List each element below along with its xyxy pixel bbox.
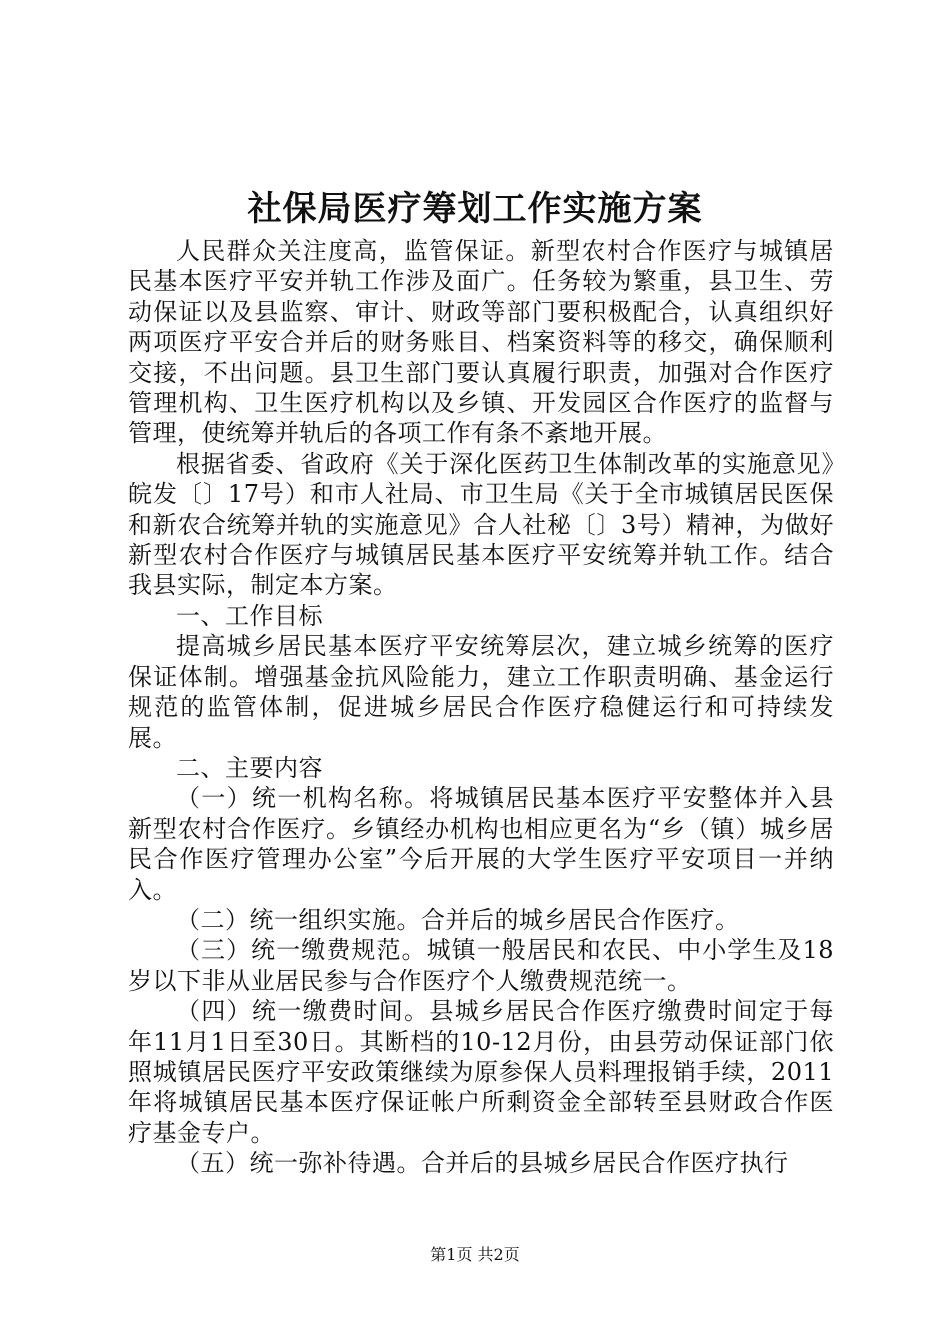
paragraph: 人民群众关注度高，监管保证。新型农村合作医疗与城镇居民基本医疗平安并轨工作涉及面广。任务较为繁重，县卫生、劳动保证以及县监察、审计、财政等部门要积极配合，认真组织好两项医疗平安合并后的财务账目、档案资料等的移交，确保顺利交接，不出问题。县卫生部门要认真履行职责，加强对合作医疗管理机构、卫生医疗机构以及乡镇、开发园区合作医疗的监督与管理，使统筹并轨后的各项工作有条不紊地开展。 <box>128 237 834 448</box>
paragraph: （五）统一弥补待遇。合并后的县城乡居民合作医疗执行 <box>176 1149 789 1178</box>
section-heading: 二、主要内容 <box>176 753 323 782</box>
paragraph: （四）统一缴费时间。县城乡居民合作医疗缴费时间定于每年11月1日至30日。其断档的10-12月份，由县劳动保证部门依照城镇居民医疗平安政策继续为原参保人员料理报销手续，2011年将城镇居民基本医疗保证帐户所剩资金全部转至县财政合作医疗基金专户。 <box>128 997 834 1147</box>
document-title: 社保局医疗筹划工作实施方案 <box>247 189 703 229</box>
paragraph: （三）统一缴费规范。城镇一般居民和农民、中小学生及18岁以下非从业居民参与合作医疗个人缴费规范统一。 <box>128 936 834 995</box>
paragraph: 根据省委、省政府《关于深化医药卫生体制改革的实施意见》皖发〔〕17号）和市人社局、市卫生局《关于全市城镇居民医保和新农合统筹并轨的实施意见》合人社秘〔〕3号）精神，为做好新型农村合作医疗与城镇居民基本医疗平安统筹并轨工作。结合我县实际，制定本方案。 <box>128 449 834 600</box>
section-heading: 一、工作目标 <box>176 601 323 630</box>
page-number-footer: 第1页 共2页 <box>430 1245 520 1264</box>
paragraph: 提高城乡居民基本医疗平安统筹层次，建立城乡统筹的医疗保证体制。增强基金抗风险能力，建立工作职责明确、基金运行规范的监管体制，促进城乡居民合作医疗稳健运行和可持续发展。 <box>128 632 834 752</box>
paragraph: （二）统一组织实施。合并后的城乡居民合作医疗。 <box>176 905 740 934</box>
paragraph: （一）统一机构名称。将城镇居民基本医疗平安整体并入县新型农村合作医疗。乡镇经办机构也相应更名为“乡（镇）城乡居民合作医疗管理办公室”今后开展的大学生医疗平安项目一并纳入。 <box>128 784 834 904</box>
document-body <box>128 236 834 1179</box>
